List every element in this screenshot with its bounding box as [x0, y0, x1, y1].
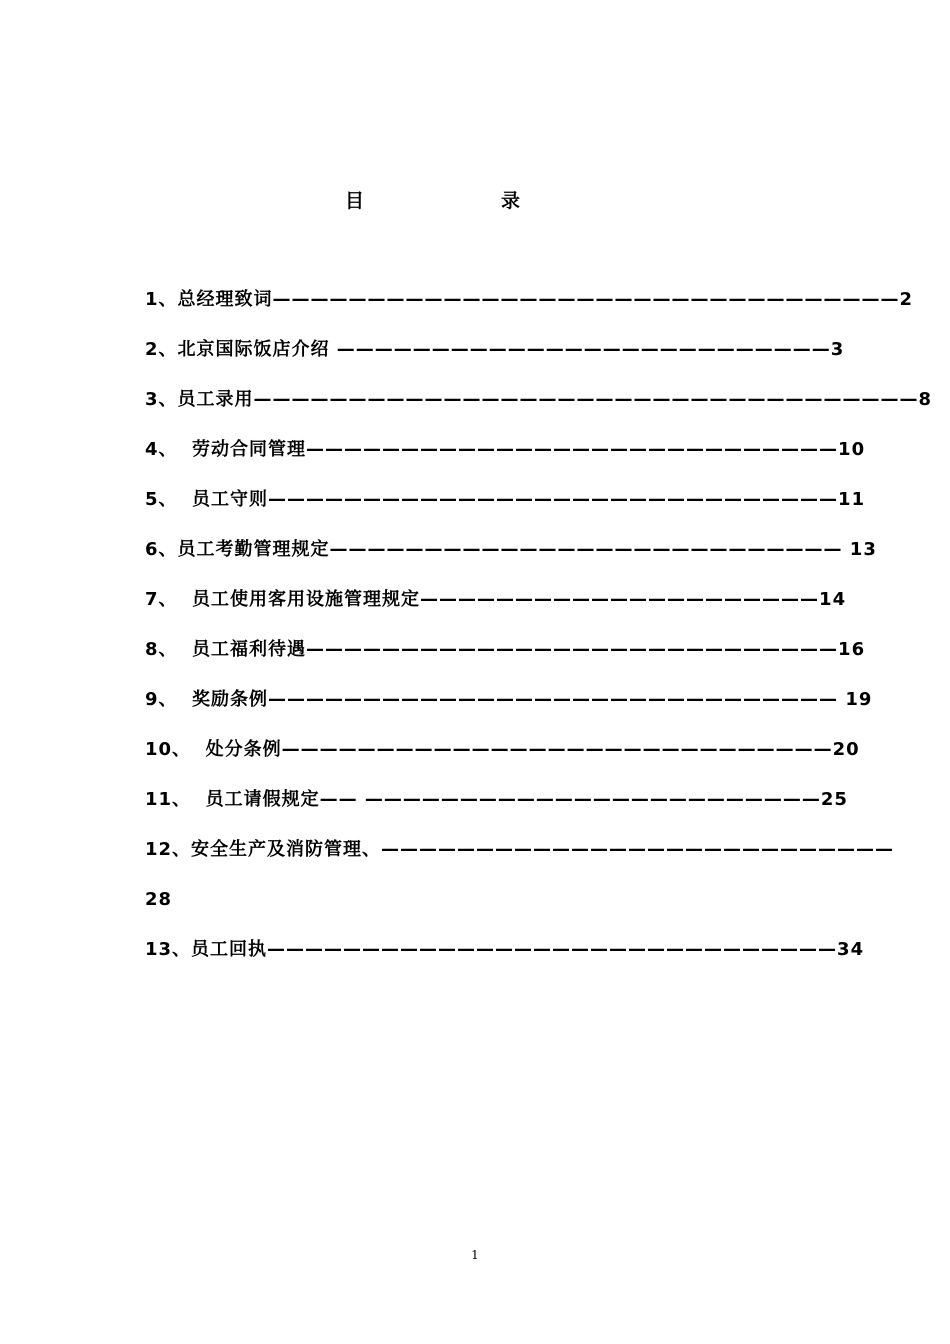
toc-entry-2[interactable]: 2、北京国际饭店介绍 ——————————————————————————3	[145, 339, 845, 360]
toc-entry-4[interactable]: 4、 劳动合同管理————————————————————————————10	[145, 439, 866, 460]
toc-entry-10[interactable]: 10、 处分条例—————————————————————————————20	[145, 739, 860, 760]
page-number: 1	[471, 1248, 479, 1262]
toc-entry-5[interactable]: 5、 员工守则——————————————————————————————11	[145, 489, 866, 510]
toc-entry-7[interactable]: 7、 员工使用客用设施管理规定—————————————————————14	[145, 589, 847, 610]
toc-entry-12[interactable]: 12、安全生产及消防管理、———————————————————————————	[145, 839, 895, 860]
toc-title-left: 目	[345, 190, 365, 212]
toc-title-right: 录	[501, 190, 521, 212]
toc-entry-9[interactable]: 9、 奖励条例—————————————————————————————— 19	[145, 689, 873, 710]
toc-entry-3[interactable]: 3、员工录用———————————————————————————————————8	[145, 389, 933, 410]
toc-entry-1[interactable]: 1、总经理致词—————————————————————————————————2	[145, 289, 914, 310]
table-of-contents	[145, 286, 933, 986]
toc-entry-11[interactable]: 11、 员工请假规定—— ————————————————————————25	[145, 789, 848, 810]
toc-entry-6[interactable]: 6、员工考勤管理规定——————————————————————————— 13	[145, 539, 877, 560]
toc-entry-12-page[interactable]: 28	[145, 889, 173, 910]
toc-entry-8[interactable]: 8、 员工福利待遇————————————————————————————16	[145, 639, 866, 660]
toc-entry-13[interactable]: 13、员工回执——————————————————————————————34	[145, 939, 865, 960]
toc-title	[345, 186, 535, 216]
